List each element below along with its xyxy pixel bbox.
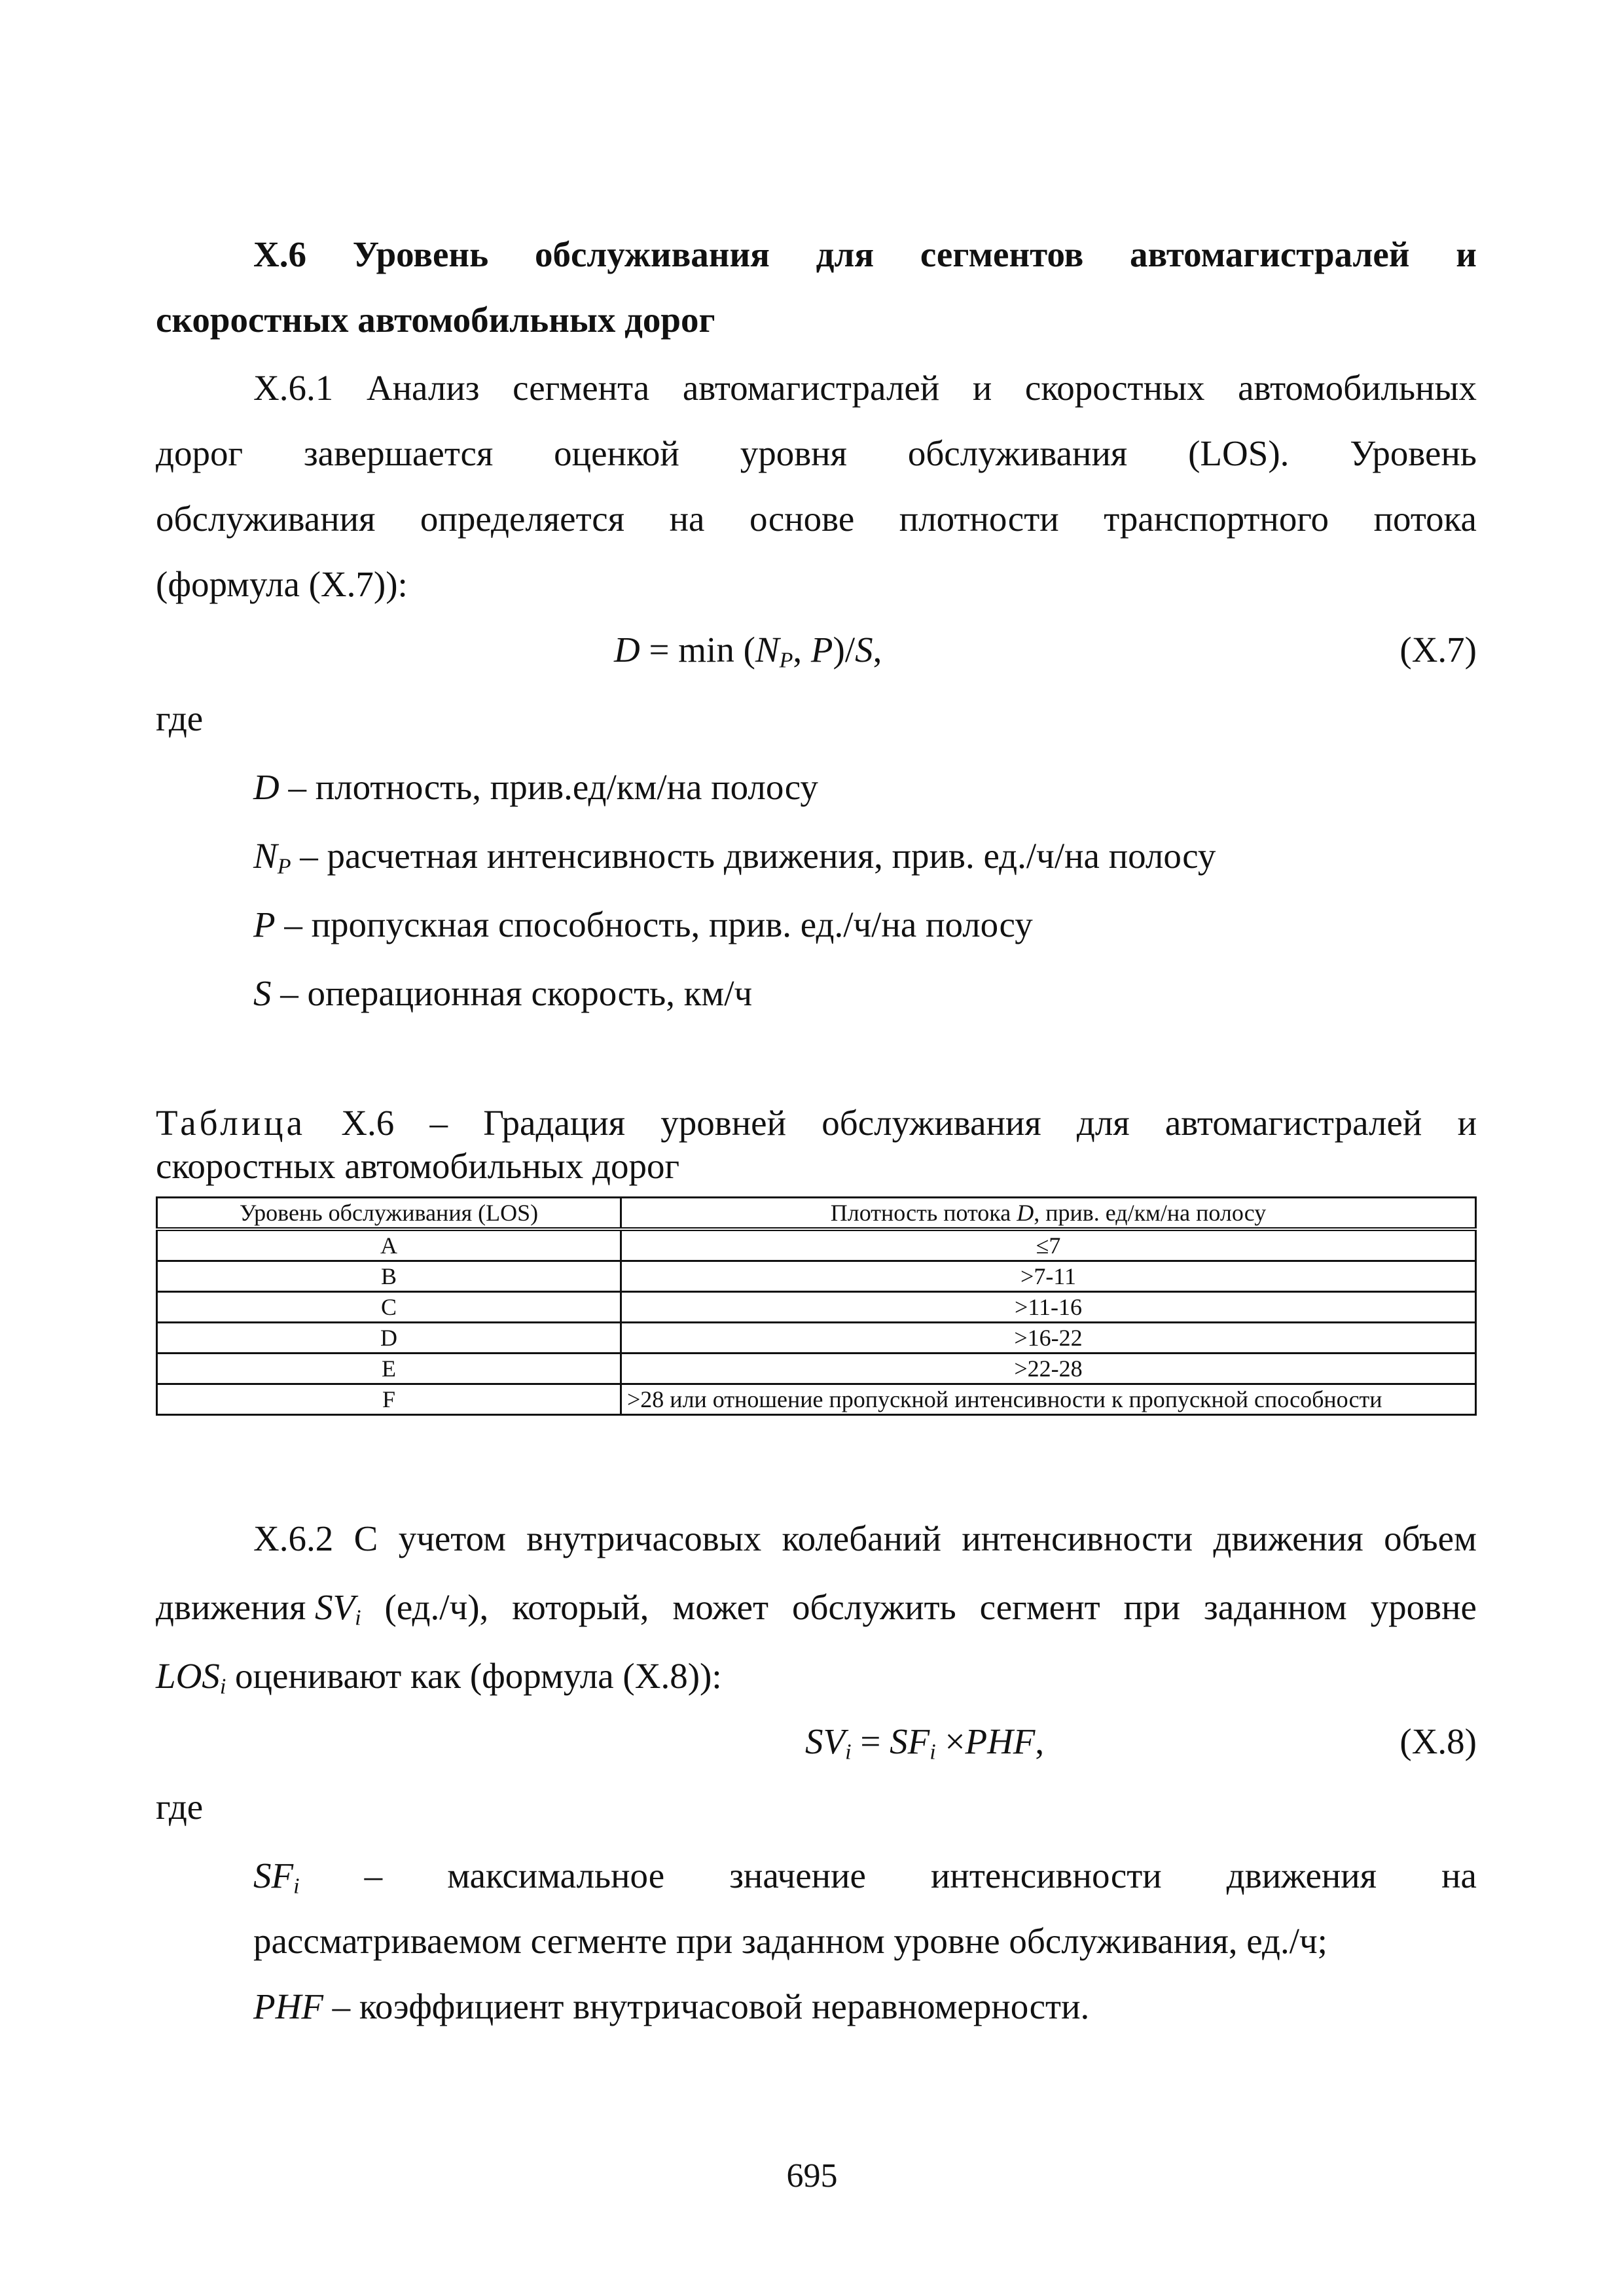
para-word: уровня [740,433,847,473]
table-row [157,1229,1476,1261]
cell-los: C [157,1292,621,1323]
caption-word: Градация [483,1103,626,1143]
table-header-row [157,1198,1476,1230]
table-row [157,1261,1476,1292]
para-word: объем [1384,1518,1477,1558]
symbol-sv: SV [315,1587,355,1627]
def-text: – плотность, прив.ед/км/на полосу [279,767,818,807]
def-text: – операционная скорость, км/ч [271,973,753,1013]
para-word: (ед./ч), [384,1587,489,1627]
para-word: потока [1373,499,1477,539]
caption-word: Таблица [156,1103,306,1143]
para-word: автомагистралей [682,368,940,408]
formula-symbol: S [855,630,873,670]
caption-word: для [1076,1103,1130,1143]
where-label: где [156,698,204,738]
def-symbol: S [253,973,272,1013]
caption-word: обслуживания [821,1103,1041,1143]
para-word: учетом [398,1518,506,1558]
header-density [621,1198,1476,1230]
symbol-subscript: i [219,1674,226,1699]
para-word: определяется [420,499,625,539]
formula-text: , [793,630,811,670]
cell-density: >7-11 [621,1261,1476,1292]
heading-word: и [1456,234,1477,274]
formula-subscript: P [779,648,793,673]
formula-text: )/ [833,630,856,670]
def-word: интенсивности [930,1856,1162,1895]
caption-word: и [1457,1103,1477,1143]
cell-los: E [157,1354,621,1384]
para-word: транспортного [1104,499,1329,539]
para-word: заданном [1204,1587,1347,1627]
caption-word: Х.6 [341,1103,395,1143]
para-word: сегмент [979,1587,1100,1627]
para-word: (LOS). [1188,433,1290,473]
def-symbol: SF [253,1856,294,1895]
table-row [157,1292,1476,1323]
definition-np [253,834,1216,878]
equation-number: (Х.7) [1399,630,1477,670]
table-caption-line2: скоростных автомобильных дорог [156,1146,679,1186]
cell-density: >11-16 [621,1292,1476,1323]
def-symbol: D [253,767,280,807]
para-word: интенсивности [962,1518,1193,1558]
def-text: – коэффициент внутричасовой неравномерности. [323,1986,1090,2026]
para1-line2 [156,432,1477,475]
cell-density: >16-22 [621,1323,1476,1354]
def-text: – расчетная интенсивность движения, прив. ед./ч/на полосу [291,836,1216,876]
para-word: Уровень [1350,433,1477,473]
para-word: Х.6.1 [253,368,334,408]
table-row [157,1323,1476,1354]
def-word: значение [729,1856,866,1895]
equation-number: (Х.8) [1399,1721,1477,1761]
heading-word: автомагистралей [1130,234,1410,274]
symbol-subscript: i [355,1605,361,1630]
definition-sf-line2: рассматриваемом сегменте при заданном уровне обслуживания, ед./ч; [253,1921,1327,1961]
para2-line1 [253,1517,1477,1560]
section-heading-line2: скоростных автомобильных дорог [156,300,715,340]
def-symbol: PHF [253,1986,323,2026]
table-row [157,1354,1476,1384]
caption-word: уровней [660,1103,787,1143]
para-word: плотности [899,499,1059,539]
para-word: Х.6.2 [253,1518,334,1558]
formula-text: × [935,1721,965,1761]
los-table [156,1196,1477,1416]
para-word: обслужить [792,1587,956,1627]
formula-symbol: D [614,630,640,670]
definition-p [253,903,1033,946]
para-word: движения [1213,1518,1363,1558]
para-word: сегмента [513,368,650,408]
definition-d [253,766,818,809]
heading-word: для [816,234,875,274]
header-density-post: , прив. ед/км/на полосу [1034,1200,1267,1226]
para1-line4: (формула (Х.7)): [156,564,408,604]
header-density-pre: Плотность потока [830,1200,1017,1226]
para-word: С [353,1518,378,1558]
def-word: максимальное [447,1856,665,1895]
heading-word: Х.6 [253,234,306,274]
cell-los: B [157,1261,621,1292]
formula-symbol: N [755,630,780,670]
definition-s [253,972,752,1015]
def-subscript: i [293,1874,300,1899]
para-word: дорог [156,433,244,473]
formula-subscript: i [845,1740,852,1765]
def-word: – [364,1856,383,1895]
def-word: на [1441,1856,1477,1895]
para-word: оценкой [554,433,679,473]
formula-symbol: PHF [965,1721,1036,1761]
para-word: автомобильных [1238,368,1477,408]
para-word: Анализ [366,368,480,408]
cell-los: F [157,1384,621,1415]
para2-line3 [156,1655,722,1698]
heading-word: обслуживания [534,234,770,274]
cell-los: A [157,1229,621,1261]
table-caption-line1 [156,1102,1477,1145]
formula-text: , [873,630,882,670]
para-word: основе [749,499,855,539]
para-word: завершается [303,433,494,473]
formula-subscript: i [929,1740,936,1765]
heading-word: Уровень [352,234,489,274]
where-label: где [156,1787,204,1827]
para-word-text: движения [156,1587,315,1627]
para-word: и [972,368,992,408]
para-word: уровне [1370,1587,1477,1627]
para2-line2 [156,1586,1477,1629]
para-word: обслуживания [907,433,1128,473]
caption-word: – [429,1103,448,1143]
formula-symbol: P [810,630,833,670]
def-subscript: P [277,854,291,879]
page-number: 695 [786,2157,838,2195]
cell-los: D [157,1323,621,1354]
table-row [157,1384,1476,1415]
cell-density: >28 или отношение пропускной интенсивности к пропускной способности [621,1384,1476,1415]
def-text: – пропускная способность, прив. ед./ч/на полосу [275,905,1033,944]
caption-word: автомагистралей [1164,1103,1422,1143]
def-word: движения [1226,1856,1377,1895]
header-los: Уровень обслуживания (LOS) [157,1198,621,1230]
formula-x8 [805,1720,1044,1763]
section-heading-line1 [253,233,1477,276]
def-symbol-group [253,1854,300,1897]
para-word: может [672,1587,769,1627]
para-word: обслуживания [156,499,376,539]
para-text: оценивают как (формула (Х.8)): [226,1656,722,1696]
para-word: который, [512,1587,649,1627]
para1-line1 [253,367,1477,410]
para-word: внутричасовых [526,1518,762,1558]
definition-sf-line1 [253,1854,1477,1897]
def-symbol: P [253,905,276,944]
cell-density: >22-28 [621,1354,1476,1384]
header-density-symbol: D [1017,1200,1034,1226]
formula-text: , [1035,1721,1045,1761]
formula-symbol: SV [805,1721,846,1761]
formula-x7 [614,628,882,672]
definition-phf [253,1985,1089,2028]
symbol-los: LOS [156,1656,220,1696]
para-word: при [1123,1587,1181,1627]
para-word: на [669,499,705,539]
formula-text: = min ( [640,630,755,670]
heading-word: сегментов [920,234,1084,274]
cell-density: ≤7 [621,1229,1476,1261]
para-word: скоростных [1024,368,1205,408]
para1-line3 [156,497,1477,541]
para-word [156,1586,361,1629]
para-word: колебаний [782,1518,941,1558]
def-symbol: N [253,836,278,876]
formula-symbol: SF [890,1721,930,1761]
formula-text: = [851,1721,890,1761]
